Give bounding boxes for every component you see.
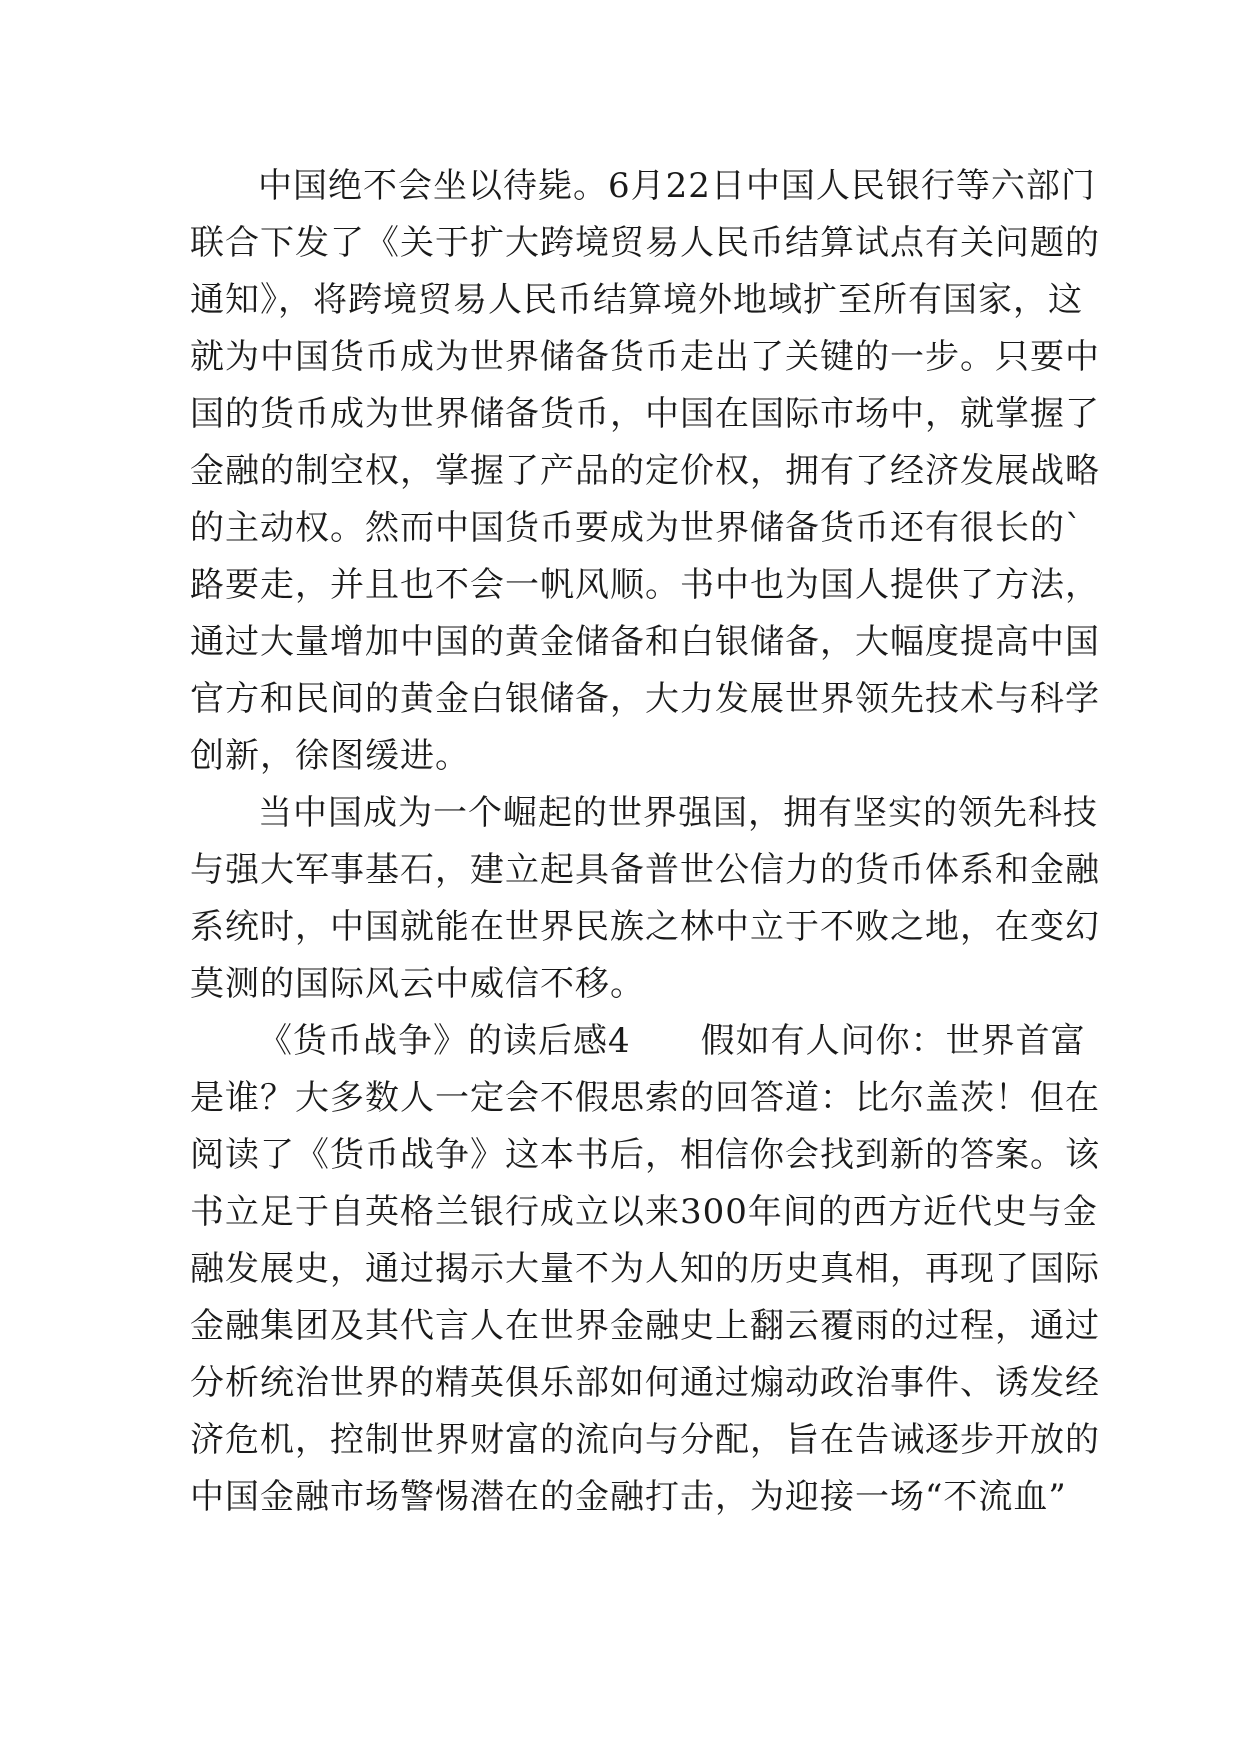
text-line: 国的货币成为世界储备货币，中国在国际市场中，就掌握了 <box>190 394 1100 434</box>
text-line: 创新，徐图缓进。 <box>190 736 470 776</box>
text-line: 中国金融市场警惕潜在的金融打击，为迎接一场“不流血” <box>190 1477 1067 1517</box>
text-line: 分析统治世界的精英俱乐部如何通过煽动政治事件、诱发经 <box>190 1363 1100 1403</box>
text-line: 联合下发了《关于扩大跨境贸易人民币结算试点有关问题的 <box>190 223 1100 263</box>
text-line: 通知》，将跨境贸易人民币结算境外地域扩至所有国家，这 <box>190 280 1083 320</box>
text-line: 是谁？大多数人一定会不假思索的回答道：比尔盖茨！但在 <box>190 1078 1100 1118</box>
text-line: 《货币战争》的读后感4 假如有人问你：世界首富 <box>258 1021 1086 1061</box>
text-line: 的主动权。然而中国货币要成为世界储备货币还有很长的` <box>190 508 1083 548</box>
paragraph-3 <box>190 1013 1100 1526</box>
text-line: 通过大量增加中国的黄金储备和白银储备，大幅度提高中国 <box>190 622 1100 662</box>
text-line: 济危机，控制世界财富的流向与分配，旨在告诫逐步开放的 <box>190 1420 1100 1460</box>
document-body <box>190 158 1100 1526</box>
text-line: 就为中国货币成为世界储备货币走出了关键的一步。只要中 <box>190 337 1100 377</box>
paragraph-1 <box>190 158 1100 785</box>
text-line: 当中国成为一个崛起的世界强国，拥有坚实的领先科技 <box>258 793 1098 833</box>
text-line: 官方和民间的黄金白银储备，大力发展世界领先技术与科学 <box>190 679 1100 719</box>
text-line: 路要走，并且也不会一帆风顺。书中也为国人提供了方法， <box>190 565 1100 605</box>
text-line: 莫测的国际风云中威信不移。 <box>190 964 645 1004</box>
text-line: 融发展史，通过揭示大量不为人知的历史真相，再现了国际 <box>190 1249 1100 1289</box>
text-line: 金融的制空权，掌握了产品的定价权，拥有了经济发展战略 <box>190 451 1100 491</box>
text-line: 与强大军事基石，建立起具备普世公信力的货币体系和金融 <box>190 850 1100 890</box>
paragraph-2 <box>190 785 1100 1013</box>
text-line: 阅读了《货币战争》这本书后，相信你会找到新的答案。该 <box>190 1135 1100 1175</box>
text-line: 系统时，中国就能在世界民族之林中立于不败之地，在变幻 <box>190 907 1100 947</box>
text-line: 书立足于自英格兰银行成立以来300年间的西方近代史与金 <box>190 1192 1098 1232</box>
text-line: 金融集团及其代言人在世界金融史上翻云覆雨的过程，通过 <box>190 1306 1100 1346</box>
text-line: 中国绝不会坐以待毙。6月22日中国人民银行等六部门 <box>258 166 1096 206</box>
